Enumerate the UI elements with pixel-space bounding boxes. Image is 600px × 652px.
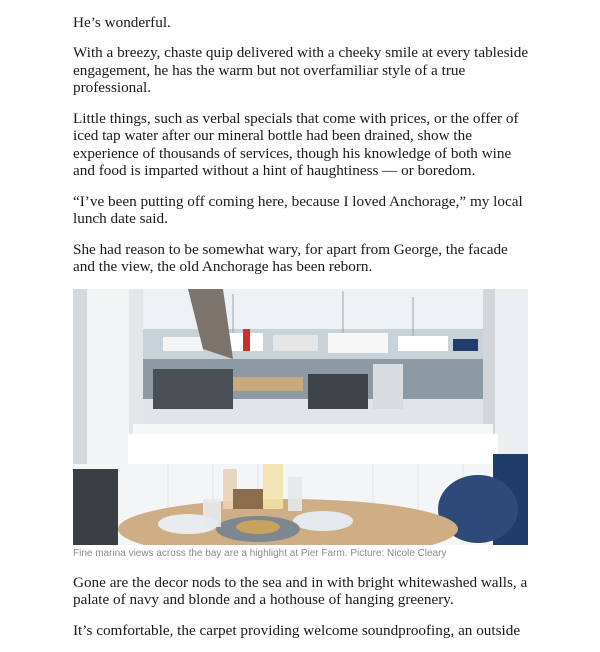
paragraph: She had reason to be somewhat wary, for apart from George, the facade and the view, the old Anchorage has been reborn. (73, 240, 508, 275)
article-body (73, 0, 533, 652)
paragraph: Little things, such as verbal specials that come with prices, or the offer of iced tap water after our mineral bottle had been drained, show the experience of thousands of services, though his knowledge of both wine and food is imparted without a hint of haughtiness — or boredom. (73, 109, 519, 179)
paragraph: “I’ve been putting off coming here, because I loved Anchorage,” my local lunch date said. (73, 192, 523, 227)
paragraph: It’s comfortable, the carpet providing welcome soundproofing, an outside (73, 621, 521, 639)
paragraph: He’s wonderful. (73, 13, 171, 31)
article-photo (73, 289, 528, 545)
photo-caption: Fine marina views across the bay are a highlight at Pier Farm. Picture: Nicole Cleary (73, 547, 447, 559)
paragraph: With a breezy, chaste quip delivered with a cheeky smile at every tableside engagement, he has the warm but not overfamiliar style of a true professional. (73, 44, 529, 96)
paragraph (73, 0, 533, 1)
paragraph: Gone are the decor nods to the sea and in with bright whitewashed walls, a palate of navy and blonde and a hothouse of hanging greenery. (73, 573, 528, 608)
